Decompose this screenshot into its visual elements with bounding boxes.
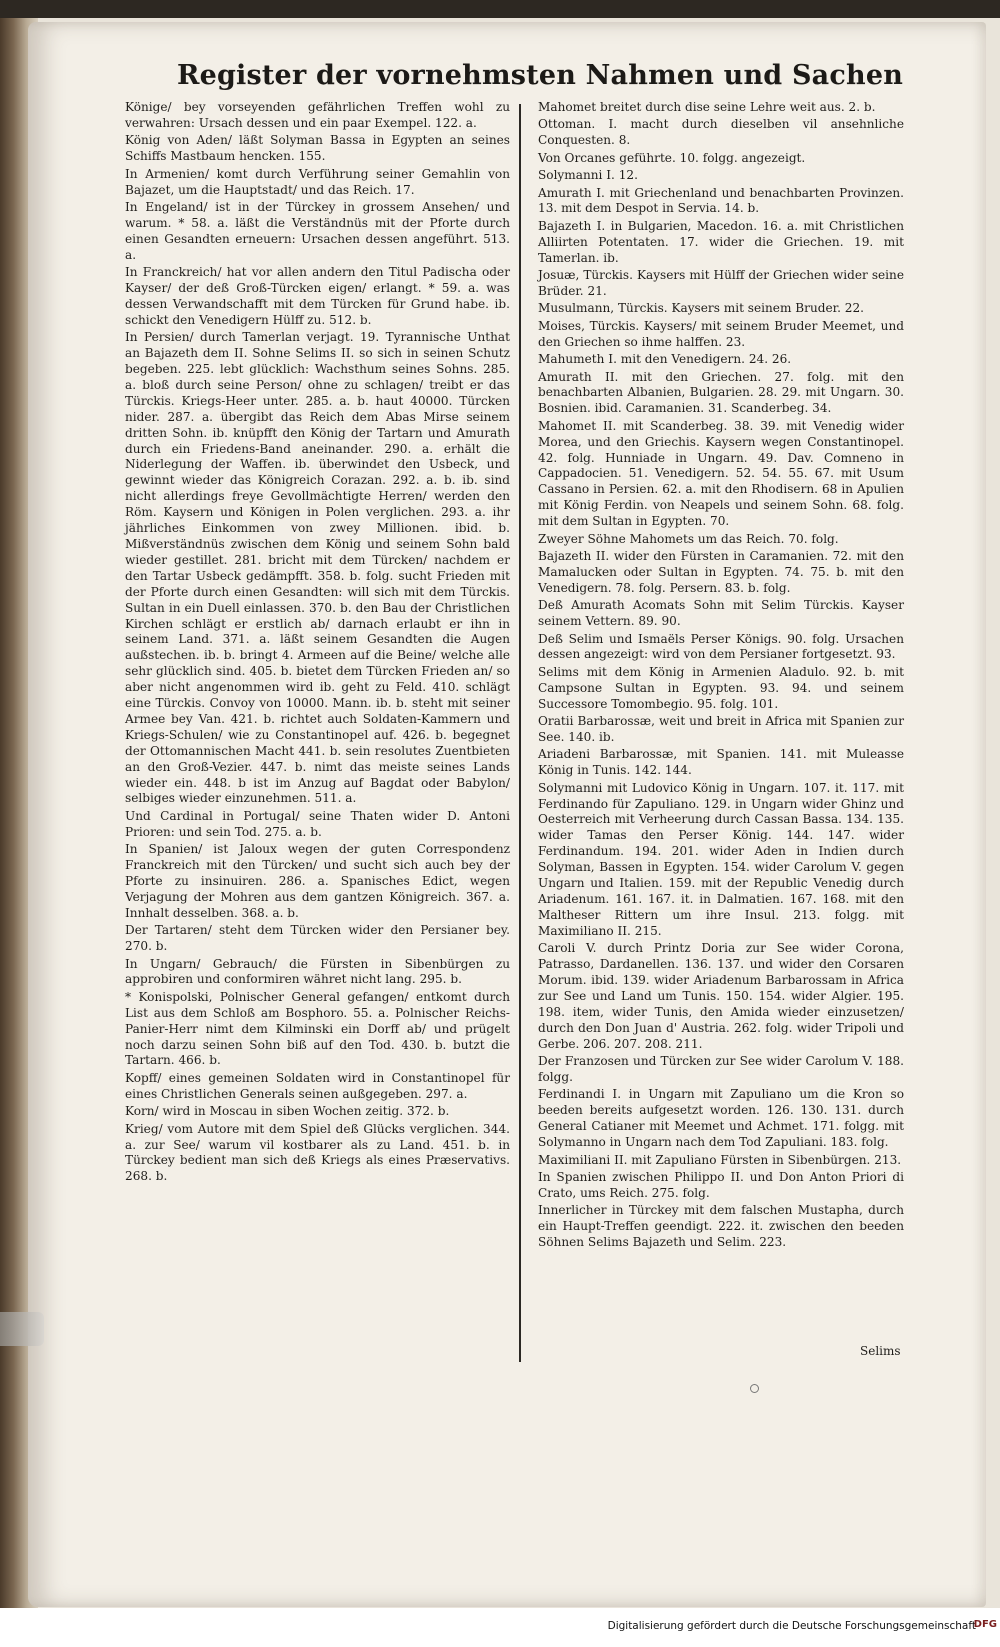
index-entry: Und Cardinal in Portugal/ seine Thaten wider D. Antoni Prioren: und sein Tod. 275. a. b. xyxy=(125,808,510,839)
index-entry: Moises, Türckis. Kaysers/ mit seinem Bruder Meemet, und den Griechen so ihme halffen. 23. xyxy=(538,318,904,349)
left-column xyxy=(125,100,510,1187)
index-entry: Korn/ wird in Moscau in siben Wochen zeitig. 372. b. xyxy=(125,1104,450,1119)
index-entry: Mahomet II. mit Scanderbeg. 38. 39. mit Venedig wider Morea, und den Griechis. Kaysern wegen Constantinopel. 42. folg. Hunniade in Ungarn. 49. Dav. Comneno in Cappadocien. 51. Venedigern. 52. 54. 55. 67. mit Usum Cassano in Persien. 62. a. mit den Rhodisern. 68 in Apulien mit König Ferdin. von Neapels und seinem Sohn. 68. folg. mit dem Sultan in Egypten. 70. xyxy=(538,418,904,529)
index-entry: Ottoman. I. macht durch dieselben vil ansehnliche Conquesten. 8. xyxy=(538,117,904,148)
index-entry: Solymanni I. 12. xyxy=(538,168,638,183)
scan-top-border xyxy=(0,0,1000,18)
index-entry: Selims mit dem König in Armenien Aladulo. 92. b. mit Campsone Sultan in Egypten. 93. 94. und seinem Successore Tomombegio. 95. folg. 101. xyxy=(538,664,904,711)
index-entry: Josuæ, Türckis. Kaysers mit Hülff der Griechen wider seine Brüder. 21. xyxy=(538,268,904,298)
digitization-footer xyxy=(0,1608,1000,1647)
index-entry: Amurath I. mit Griechenland und benachbarten Provinzen. 13. mit dem Despot in Servia. 14. b. xyxy=(538,185,904,216)
index-entry: Musulmann, Türckis. Kaysers mit seinem Bruder. 22. xyxy=(538,301,865,316)
index-entry: Innerlicher in Türckey mit dem falschen Mustapha, durch ein Haupt-Treffen geendigt. 222. it. zwischen den beeden Söhnen Selims Bajazeth und Selim. 223. xyxy=(538,1203,904,1250)
index-entry: Maximiliani II. mit Zapuliano Fürsten in Sibenbürgen. 213. xyxy=(538,1152,902,1167)
page-clip xyxy=(0,1312,44,1346)
index-entry: Deß Selim und Ismaëls Perser Königs. 90. folg. Ursachen dessen angezeigt: wird von dem Persianer fortgesetzt. 93. xyxy=(538,631,904,662)
index-entry: Könige/ bey vorseyenden gefährlichen Treffen wohl zu verwahren: Ursach dessen und ein paar Exempel. 122. a. xyxy=(125,100,510,130)
index-entry: Der Tartaren/ steht dem Türcken wider den Persianer bey. 270. b. xyxy=(125,923,510,954)
index-entry: In Persien/ durch Tamerlan verjagt. 19. Tyrannische Unthat an Bajazeth dem II. Sohne Selims II. so sich in seinen Schutz begeben. 225. lebt glücklich: Wachsthum seines Sohns. 285. a. bloß durch seine Person/ ohne zu schlagen/ treibt er das Türckis. Kriegs-Heer unter. 285. a. b. haut 40000. Türcken nider. 287. a. übergibt das Reich dem Abas Mirse seinem dritten Sohn. ib. knüpfft den König der Tartarn und Amurath durch ein Friedens-Band aneinander. 290. a. erhält die Niderlegung der Waffen. ib. überwindet den Usbeck, und gewinnt wieder das Königreich Corazan. 292. a. b. ib. sind nicht allerdings freye Gevollmächtigte Herren/ werden den Röm. Kaysern und Königen in Polen verglichen. 293. a. ihr jährliches Einkommen von zwey Millionen. ibid. b. Mißverständnüs zwischen dem König und seinem Sohn bald wieder gestillet. 281. bricht mit dem Türcken/ nachdem er den Tartar Usbeck gedämpfft. 358. b. folg. sucht Frieden mit der Pforte durch einen Gesandten: will sich mit dem Türckis. Sultan in ein Duell einlassen. 370. b. den Bau der Christlichen Kirchen schlägt er erstlich ab/ darnach erlaubt er ihn in seinem Land. 371. a. läßt seinem Gesandten die Augen außstechen. ib. b. bringt 4. Armeen auf die Beine/ welche alle sehr glücklich sind. 405. b. bietet dem Türcken Frieden an/ so aber nicht angenommen wird ib. geht zu Feld. 410. schlägt eine Türckis. Convoy von 10000. Mann. ib. b. steht mit seiner Armee bey Van. 421. b. richtet auch Soldaten-Kammern und Kriegs-Schulen/ wie zu Constantinopel auf. 426. b. begegnet der Ottomannischen Macht 441. b. sein resolutes Zuentbieten an den Groß-Vezier. 447. b. nimt das meiste seines Lands wieder ein. 448. b ist im Anzug auf Bagdat oder Babylon/ selbiges wieder einzunehmen. 511. a. xyxy=(125,330,510,806)
page-title: Register der vornehmsten Nahmen und Sachen xyxy=(176,60,904,91)
index-entry: Zweyer Söhne Mahomets um das Reich. 70. folg. xyxy=(538,531,839,546)
index-entry: In Armenien/ komt durch Verführung seiner Gemahlin von Bajazet, um die Hauptstadt/ und das Reich. 17. xyxy=(125,166,510,197)
index-entry: Krieg/ vom Autore mit dem Spiel deß Glücks verglichen. 344. a. zur See/ warum vil kostbarer als zu Land. 451. b. in Türckey bedient man sich deß Kriegs als eines Præservativs. 268. b. xyxy=(125,1121,510,1184)
index-entry: In Engeland/ ist in der Türckey in grossem Ansehen/ und warum. * 58. a. läßt die Verständnüs mit der Pforte durch einen Gesandten erneuern: Ursachen dessen angeführt. 513. a. xyxy=(125,199,510,262)
index-entry: Ariadeni Barbarossæ, mit Spanien. 141. mit Muleasse König in Tunis. 142. 144. xyxy=(538,747,904,778)
index-entry: * Konispolski, Polnischer General gefangen/ entkomt durch List aus dem Schloß am Bosphoro. 55. a. Polnischer Reichs-Panier-Herr nimt dem Kilminski ein Dorff ab/ und prügelt noch darzu seinen Sohn biß auf den Tod. 430. b. butzt die Tartarn. 466. b. xyxy=(125,989,510,1068)
index-entry: Oratii Barbarossæ, weit und breit in Africa mit Spanien zur See. 140. ib. xyxy=(538,714,904,744)
index-entry: Von Orcanes geführte. 10. folgg. angezeigt. xyxy=(538,150,806,165)
index-entry: Der Franzosen und Türcken zur See wider Carolum V. 188. folgg. xyxy=(538,1054,904,1084)
catchword: Selims xyxy=(860,1344,901,1358)
index-entry: König von Aden/ läßt Solyman Bassa in Egypten an seines Schiffs Mastbaum hencken. 155. xyxy=(125,133,510,164)
index-entry: Bajazeth I. in Bulgarien, Macedon. 16. a. mit Christlichen Alliirten Potentaten. 17. wider die Griechen. 19. mit Tamerlan. ib. xyxy=(538,218,904,265)
index-entry: Caroli V. durch Printz Doria zur See wider Corona, Patrasso, Dardanellen. 136. 137. und wider den Corsaren Morum. ibid. 139. wider Ariadenum Barbarossam in Africa zur See und Land um Tunis. 150. 154. wider Algier. 195. 198. item, wider Tunis, den Amida wieder einzusetzen/ durch den Don Juan d' Austria. 262. folg. wider Tripoli und Gerbe. 206. 207. 208. 211. xyxy=(538,941,904,1051)
index-entry: Ferdinandi I. in Ungarn mit Zapuliano um die Kron so beeden bereits aufgesetzt worden. 126. 130. 131. durch General Catianer mit Meemet und Achmet. 171. folgg. mit Solymanno in Ungarn nach dem Tod Zapuliani. 183. folg. xyxy=(538,1087,904,1150)
index-entry: In Ungarn/ Gebrauch/ die Fürsten in Sibenbürgen zu approbiren und conformiren währet nicht lang. 295. b. xyxy=(125,956,510,987)
footer-credit: Digitalisierung gefördert durch die Deutsche Forschungsgemeinschaft xyxy=(607,1620,976,1632)
index-entry: Mahomet breitet durch dise seine Lehre weit aus. 2. b. xyxy=(538,100,876,114)
index-entry: Mahumeth I. mit den Venedigern. 24. 26. xyxy=(538,352,792,367)
index-entry: Kopff/ eines gemeinen Soldaten wird in Constantinopel für eines Christlichen Generals seinen außgegeben. 297. a. xyxy=(125,1070,510,1101)
column-divider xyxy=(519,104,521,1362)
index-entry: Bajazeth II. wider den Fürsten in Caramanien. 72. mit den Mamalucken oder Sultan in Egypten. 74. 75. b. mit den Venedigern. 78. folg. Persern. 83. b. folg. xyxy=(538,548,904,595)
index-entry: In Franckreich/ hat vor allen andern den Titul Padischa oder Kayser/ der deß Groß-Türcken eigen/ erlangt. * 59. a. was dessen Verwandschafft mit dem Türcken für Grund habe. ib. schickt den Venedigern Hülff zu. 512. b. xyxy=(125,265,510,327)
index-entry: Solymanni mit Ludovico König in Ungarn. 107. it. 117. mit Ferdinando für Zapuliano. 129. in Ungarn wider Ghinz und Oesterreich mit Verheerung durch Cassan Bassa. 134. 135. wider Tamas den Perser König. 144. 147. wider Ferdinandum. 194. 201. wider Aden in Indien durch Solyman, Bassen in Egypten. 154. wider Carolum V. gegen Ungarn und Italien. 159. mit der Republic Venedig durch Ariadenum. 161. 167. it. in Dalmatien. 167. 168. mit den Maltheser Rittern um ihre Insul. 213. folgg. mit Maximiliano II. 215. xyxy=(538,780,904,938)
index-entry: Amurath II. mit den Griechen. 27. folg. mit den benachbarten Albanien, Bulgarien. 28. 29. mit Ungarn. 30. Bosnien. ibid. Caramanien. 31. Scanderbeg. 34. xyxy=(538,369,904,416)
index-entry: In Spanien/ ist Jaloux wegen der guten Correspondenz Franckreich mit den Türcken/ und sucht sich auch bey der Pforte zu insinuiren. 286. a. Spanisches Edict, wegen Verjagung der Mohren aus dem gantzen Königreich. 367. a. Innhalt desselben. 368. a. b. xyxy=(125,842,510,920)
index-entry: Deß Amurath Acomats Sohn mit Selim Türckis. Kayser seinem Vettern. 89. 90. xyxy=(538,598,904,629)
page-mark xyxy=(750,1384,759,1393)
index-entry: In Spanien zwischen Philippo II. und Don Anton Priori di Crato, ums Reich. 275. folg. xyxy=(538,1169,904,1200)
dfg-logo: DFG xyxy=(973,1619,997,1630)
right-column xyxy=(538,100,904,1252)
